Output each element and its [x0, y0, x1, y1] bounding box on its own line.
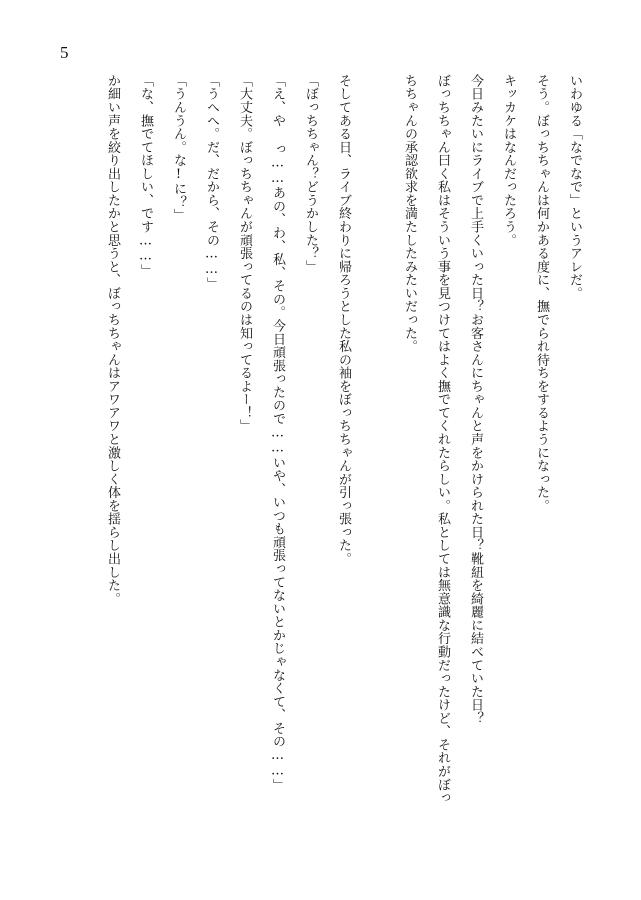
text-line: いわゆる「なでなで」というアレだ。 [567, 74, 582, 300]
text-line: か細い声を絞り出したかと思うと、ぼっちちゃんはアワアワと激しく体を揺らし出した。 [105, 74, 120, 606]
text-line: キッカケはなんだったろう。 [501, 74, 516, 247]
text-line: 「え、や っ……あの、わ、私、その。今日頑張ったので……いや、いつも頑張ってないとかじゃなくて、その……」 [270, 74, 285, 792]
text-line: そう。ぼっちちゃんは何かある度に、撫でられ待ちをするようになった。 [534, 74, 549, 513]
text-line: ちちゃんの承認欲求を満たしたみたいだった。 [402, 74, 417, 353]
text-line: 今日みたいにライブで上手くいった日？お客さんにちゃんと声をかけられた日？靴紐を綺麗に結べていた日？ [468, 74, 483, 725]
text-line: 「大丈夫。ぼっちちゃんが頑張ってるのは知ってるよー！」 [237, 74, 252, 433]
text-line: 「うんうん。な!に？」 [171, 74, 186, 223]
text-line: 「な、撫でてほしい、です……」 [138, 74, 153, 278]
text-line: 「うへへ。だ、だから、その……」 [204, 74, 219, 291]
text-line: ぼっちちゃん曰く私はそういう事を見つけてはよく撫でてくれたらしい。私としては無意識な行動だったけど、それがぼっ [435, 74, 450, 805]
page-number: 5 [60, 43, 69, 62]
text-line: そしてある日、ライブ終わりに帰ろうとした私の袖をぼっちちゃんが引っ張った。 [336, 74, 351, 566]
vertical-text-body [51, 74, 581, 874]
text-line: 「ぼっちちゃん？どうかした？」 [303, 74, 318, 274]
